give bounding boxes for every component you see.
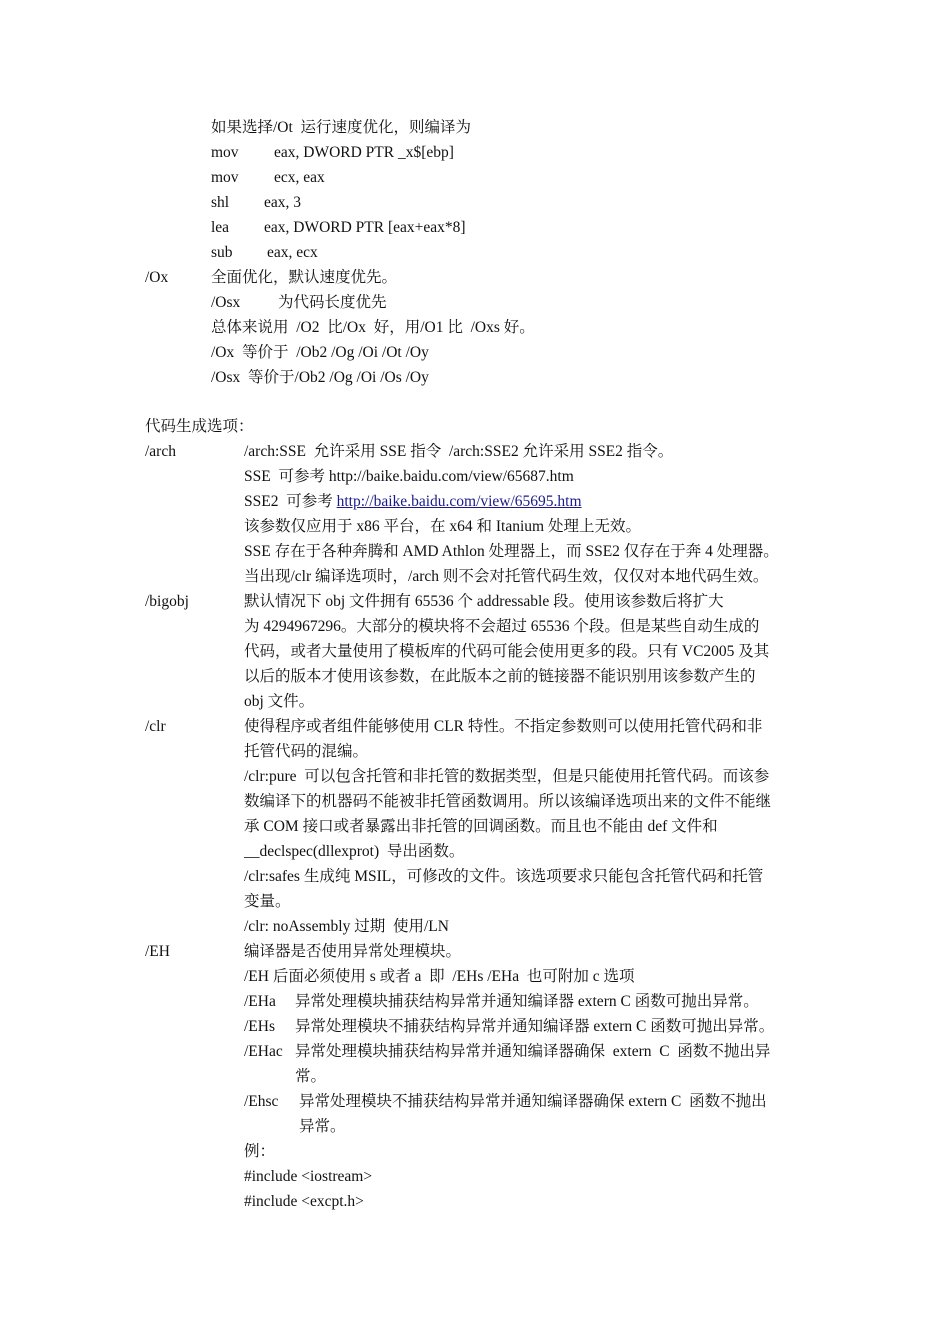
eh-item-desc-cont: 异常。 (299, 1118, 346, 1135)
asm-args: eax, DWORD PTR _x$[ebp] (274, 144, 454, 161)
example-label: 例： (244, 1143, 276, 1160)
arch-line: /arch:SSE 允许采用 SSE 指令 /arch:SSE2 允许采用 SSE2 指令。 (244, 443, 674, 460)
eh-item-desc: 异常处理模块不捕获结构异常并通知编译器确保 extern C 函数不抛出 (299, 1093, 767, 1110)
asm-op: mov (211, 169, 239, 186)
clr-line: /clr: noAssembly 过期 使用/LN (244, 918, 449, 935)
section-heading: 代码生成选项： (145, 418, 254, 435)
eh-item-key: /EHac (244, 1043, 283, 1060)
clr-line: 托管代码的混编。 (244, 743, 369, 760)
option-key-bigobj: /bigobj (145, 593, 189, 610)
arch-line-prefix: SSE2 可参考 (244, 493, 337, 510)
osx-description: 为代码长度优先 (278, 294, 387, 311)
asm-op: lea (211, 219, 230, 236)
eh-item-desc: 异常处理模块捕获结构异常并通知编译器确保 extern C 函数不抛出异 (295, 1043, 771, 1060)
asm-args: eax, DWORD PTR [eax+eax*8] (264, 219, 466, 236)
eh-item-key: /Ehsc (244, 1093, 279, 1110)
clr-line: 数编译下的机器码不能被非托管函数调用。所以该编译选项出来的文件不能继 (244, 793, 772, 810)
asm-op: shl (211, 194, 230, 211)
option-key-clr: /clr (145, 718, 166, 735)
option-key-ox: /Ox (145, 269, 169, 286)
bigobj-line: 为 4294967296。大部分的模块将不会超过 65536 个段。但是某些自动生成的 (244, 618, 760, 635)
clr-line: /clr:pure 可以包含托管和非托管的数据类型，但是只能使用托管代码。而该参 (244, 768, 770, 785)
eh-item-desc: 异常处理模块不捕获结构异常并通知编译器 extern C 函数可抛出异常。 (295, 1018, 775, 1035)
code-include: #include <iostream> (244, 1168, 373, 1185)
asm-args: eax, ecx (267, 244, 318, 261)
ox-description: 全面优化，默认速度优先。 (211, 269, 398, 286)
option-key-eh: /EH (145, 943, 170, 960)
ot-intro-line: 如果选择/Ot 运行速度优化，则编译为 (211, 119, 472, 136)
eh-line: 编译器是否使用异常处理模块。 (244, 943, 462, 960)
option-key-arch: /arch (145, 443, 176, 460)
arch-line: 该参数仅应用于 x86 平台，在 x64 和 Itanium 处理上无效。 (244, 518, 641, 535)
eh-item-desc: 异常处理模块捕获结构异常并通知编译器 extern C 函数可抛出异常。 (295, 993, 759, 1010)
arch-line: SSE 存在于各种奔腾和 AMD Athlon 处理器上，而 SSE2 仅存在于奔 4 处理器。 (244, 543, 779, 560)
ox-summary: 总体来说用 /O2 比/Ox 好，用/O1 比 /Oxs 好。 (211, 319, 535, 336)
eh-item-key: /EHs (244, 1018, 275, 1035)
asm-op: mov (211, 144, 239, 161)
arch-line: 当出现/clr 编译选项时，/arch 则不会对托管代码生效，仅仅对本地代码生效。 (244, 568, 769, 585)
clr-line: 变量。 (244, 893, 291, 910)
code-include: #include <excpt.h> (244, 1193, 364, 1210)
eh-item-desc-cont: 常。 (295, 1068, 327, 1085)
arch-line: SSE 可参考 http://baike.baidu.com/view/65687.htm (244, 468, 574, 485)
sse2-link[interactable]: http://baike.baidu.com/view/65695.htm (336, 493, 582, 510)
asm-args: eax, 3 (264, 194, 302, 211)
clr-line: __declspec(dllexprot) 导出函数。 (244, 843, 465, 860)
asm-op: sub (211, 244, 233, 261)
asm-args: ecx, eax (274, 169, 325, 186)
bigobj-line: 以后的版本才使用该参数，在此版本之前的链接器不能识别用该参数产生的 (244, 668, 756, 685)
clr-line: 使得程序或者组件能够使用 CLR 特性。不指定参数则可以使用托管代码和非 (244, 718, 763, 735)
osx-equivalent: /Osx 等价于/Ob2 /Og /Oi /Os /Oy (211, 369, 429, 386)
eh-line: /EH 后面必须使用 s 或者 a 即 /EHs /EHa 也可附加 c 选项 (244, 968, 635, 985)
eh-item-key: /EHa (244, 993, 276, 1010)
ox-equivalent: /Ox 等价于 /Ob2 /Og /Oi /Ot /Oy (211, 344, 429, 361)
clr-line: 承 COM 接口或者暴露出非托管的回调函数。而且也不能由 def 文件和 (244, 818, 718, 835)
bigobj-line: 默认情况下 obj 文件拥有 65536 个 addressable 段。使用该参数后将扩大 (244, 593, 724, 610)
bigobj-line: 代码，或者大量使用了模板库的代码可能会使用更多的段。只有 VC2005 及其 (244, 643, 770, 660)
clr-line: /clr:safes 生成纯 MSIL，可修改的文件。该选项要求只能包含托管代码和托管 (244, 868, 764, 885)
arch-line (244, 492, 582, 512)
osx-key: /Osx (211, 294, 241, 311)
bigobj-line: obj 文件。 (244, 693, 315, 710)
